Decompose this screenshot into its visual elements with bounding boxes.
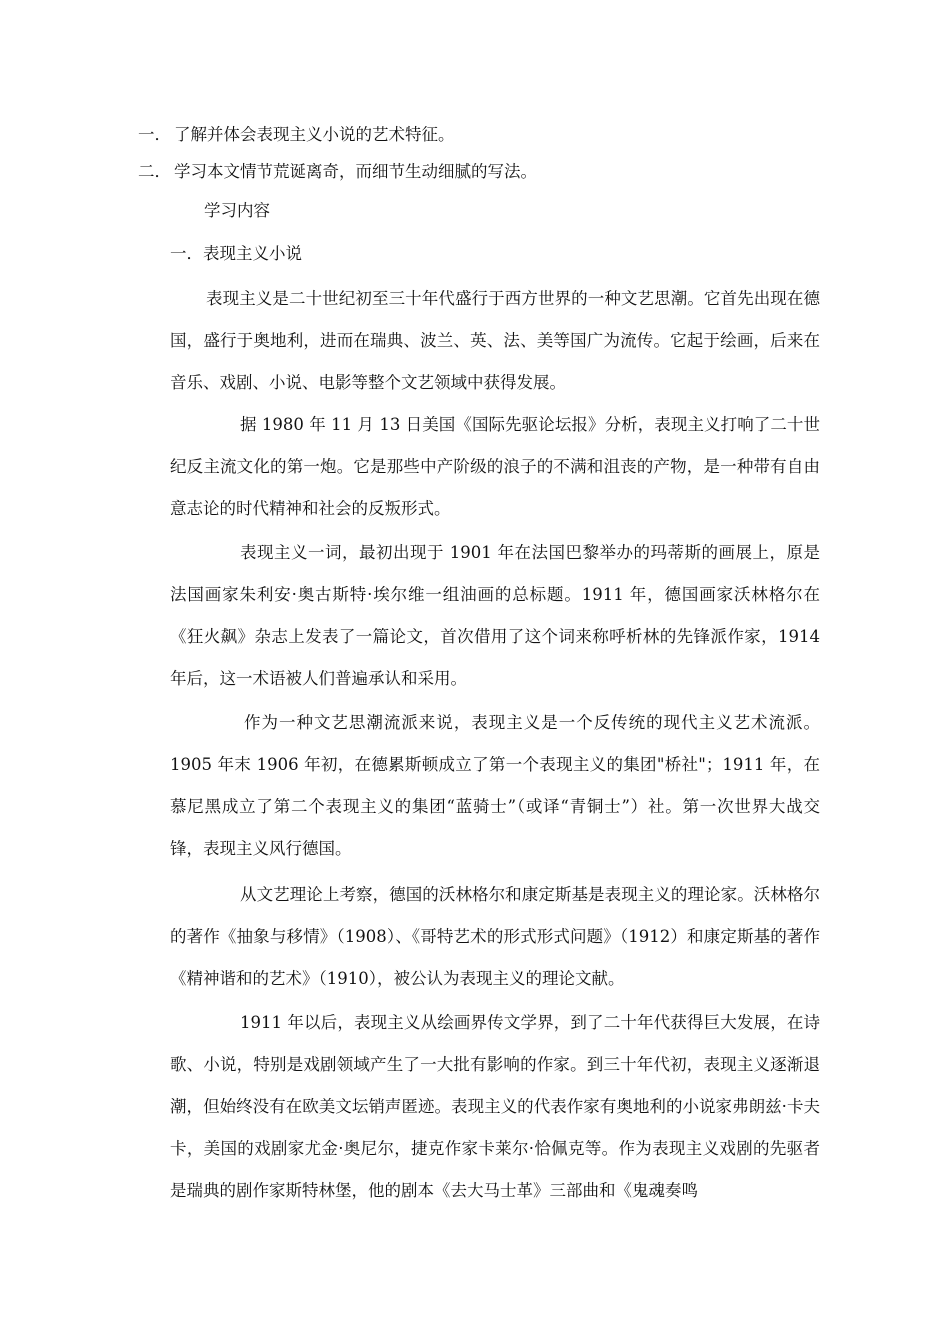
objective-number: 一．	[138, 125, 171, 144]
subsection-title: 一．表现主义小说	[170, 244, 302, 263]
paragraph-1: 表现主义是二十世纪初至三十年代盛行于西方世界的一种文艺思潮。它首先出现在德国，盛行于奥地利，进而在瑞典、波兰、英、法、美等国广为流传。它起于绘画，后来在音乐、戏剧、小说、电影等整个文艺领域中获得发展。	[170, 289, 820, 392]
paragraph-5: 从文艺理论上考察，德国的沃林格尔和康定斯基是表现主义的理论家。沃林格尔的著作《抽象与移情》（1908）、《哥特艺术的形式形式问题》（1912）和康定斯基的著作《精神谐和的艺术》（1910），被公认为表现主义的理论文献。	[170, 885, 820, 988]
paragraph-6: 1911 年以后，表现主义从绘画界传文学界，到了二十年代获得巨大发展，在诗歌、小说，特别是戏剧领域产生了一大批有影响的作家。到三十年代初，表现主义逐渐退潮，但始终没有在欧美文坛销声匿迹。表现主义的代表作家有奥地利的小说家弗朗兹·卡夫卡，美国的戏剧家尤金·奥尼尔，捷克作家卡莱尔·恰佩克等。作为表现主义戏剧的先驱者是瑞典的剧作家斯特林堡，他的剧本《去大马士革》三部曲和《鬼魂奏鸣	[170, 1013, 820, 1200]
section-title: 学习内容	[204, 201, 270, 220]
paragraph-4: 作为一种文艺思潮流派来说，表现主义是一个反传统的现代主义艺术流派。1905 年末 1906 年初，在德累斯顿成立了第一个表现主义的集团"桥社"；1911 年，在慕尼黑成立了第二个表现主义的集团“蓝骑士”（或译“青铜士”）社。第一次世界大战交锋，表现主义风行德国。	[170, 713, 820, 858]
paragraph-2: 据 1980 年 11 月 13 日美国《国际先驱论坛报》分析，表现主义打响了二十世纪反主流文化的第一炮。它是那些中产阶级的浪子的不满和沮丧的产物，是一种带有自由意志论的时代精神和社会的反叛形式。	[170, 415, 820, 518]
objective-text: 学习本文情节荒诞离奇，而细节生动细腻的写法。	[174, 162, 537, 181]
objective-number: 二．	[138, 162, 171, 181]
paragraph-3: 表现主义一词，最初出现于 1901 年在法国巴黎举办的玛蒂斯的画展上，原是法国画家朱利安·奥古斯特·埃尔维一组油画的总标题。1911 年，德国画家沃林格尔在《狂火飙》杂志上发表了一篇论文，首次借用了这个词来称呼析林的先锋派作家，1914 年后，这一术语被人们普遍承认和采用。	[170, 543, 820, 688]
objective-text: 了解并体会表现主义小说的艺术特征。	[174, 125, 455, 144]
